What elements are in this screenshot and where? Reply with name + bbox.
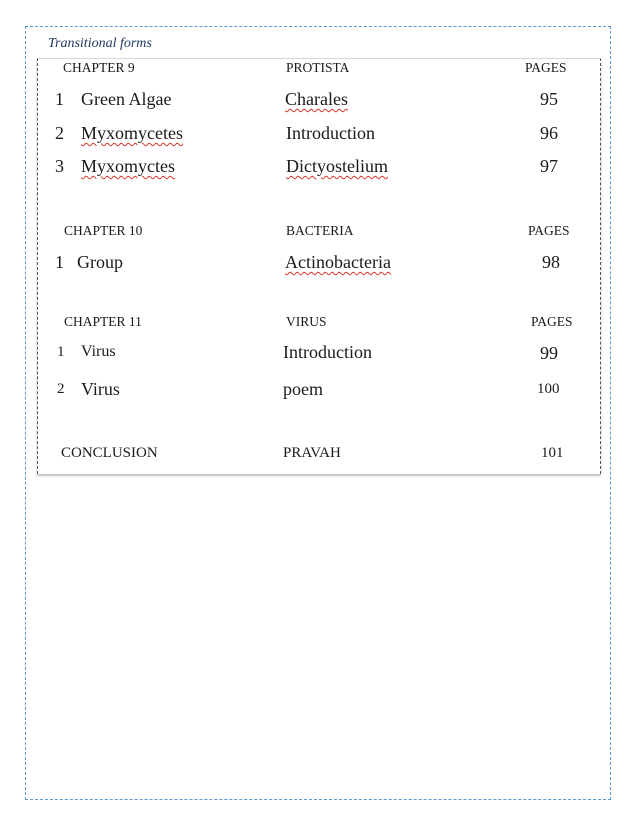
entry-number: 1 xyxy=(55,89,64,109)
entry-title: Actinobacteria xyxy=(285,252,391,272)
topic-heading: BACTERIA xyxy=(286,223,354,238)
entry-name: Virus xyxy=(81,343,116,360)
topic-heading: PROTISTA xyxy=(286,60,350,75)
entry-number: 2 xyxy=(55,123,64,143)
entry-number: 1 xyxy=(57,344,65,360)
entry-number: 1 xyxy=(55,252,64,272)
topic-heading: VIRUS xyxy=(286,314,327,329)
entry-page: 95 xyxy=(540,89,558,109)
entry-title: Dictyostelium xyxy=(286,156,388,176)
entry-page: 99 xyxy=(540,343,558,363)
entry-title: Charales xyxy=(285,89,348,109)
pages-heading: PAGES xyxy=(528,223,570,238)
conclusion-title: PRAVAH xyxy=(283,445,341,461)
conclusion-page: 101 xyxy=(541,445,564,461)
entry-number: 3 xyxy=(55,156,64,176)
entry-title: Introduction xyxy=(283,342,372,362)
entry-number: 2 xyxy=(57,381,65,397)
entry-name: Green Algae xyxy=(81,89,172,109)
entry-title: poem xyxy=(283,379,323,399)
entry-name: Myxomycetes xyxy=(81,123,183,143)
entry-name: Myxomyctes xyxy=(81,156,175,176)
entry-title: Introduction xyxy=(286,123,375,143)
entry-name: Virus xyxy=(81,379,120,399)
entry-name: Group xyxy=(77,252,123,272)
running-header: Transitional forms xyxy=(48,36,152,51)
entry-page: 97 xyxy=(540,156,558,176)
pages-heading: PAGES xyxy=(531,314,573,329)
chapter-heading: CHAPTER 10 xyxy=(64,223,143,238)
entry-page: 98 xyxy=(542,252,560,272)
chapter-heading: CHAPTER 9 xyxy=(63,60,135,75)
entry-page: 96 xyxy=(540,123,558,143)
conclusion-label: CONCLUSION xyxy=(61,445,158,461)
entry-page: 100 xyxy=(537,381,560,397)
pages-heading: PAGES xyxy=(525,60,567,75)
chapter-heading: CHAPTER 11 xyxy=(64,314,142,329)
